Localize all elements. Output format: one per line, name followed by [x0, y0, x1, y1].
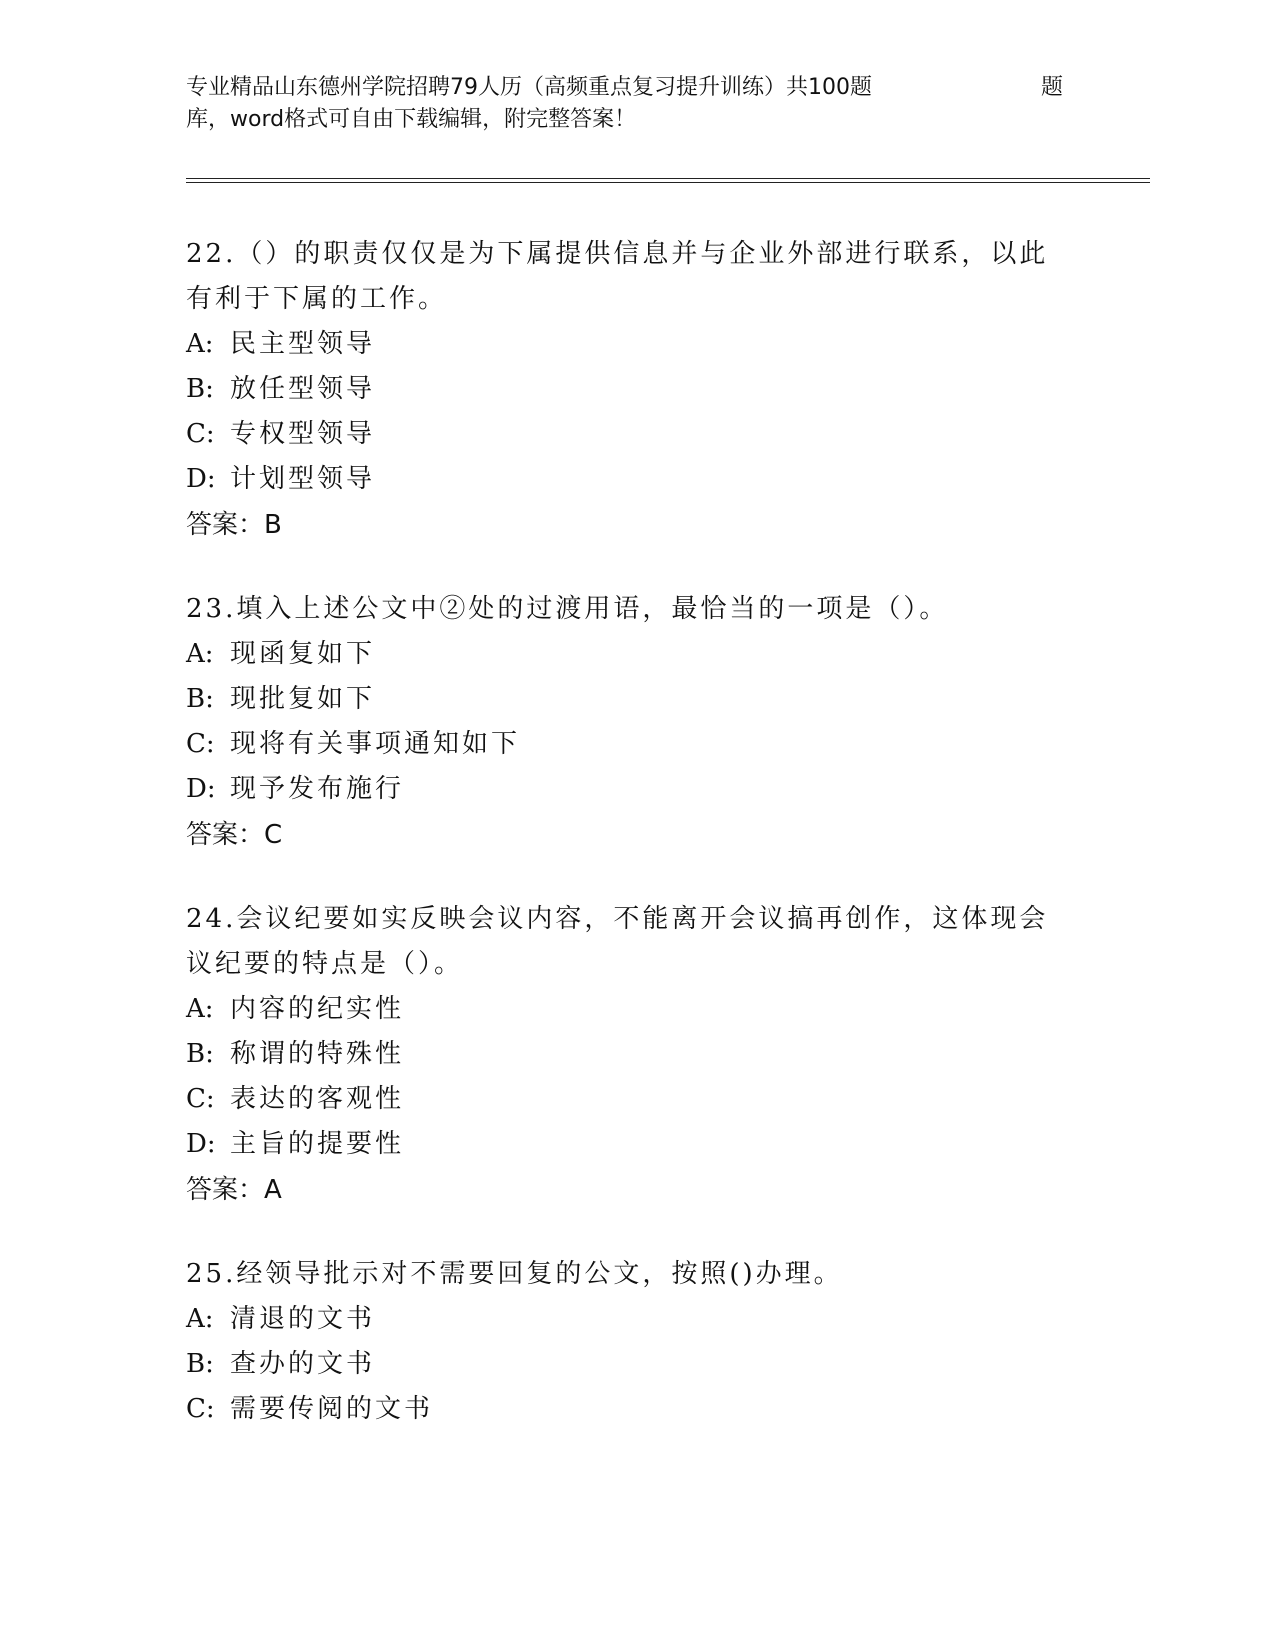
question-text: 24.会议纪要如实反映会议内容，不能离开会议搞再创作，这体现会议纪要的特点是（）。 [186, 904, 1049, 979]
option-row [186, 767, 1066, 812]
header-divider-bottom [186, 182, 1150, 183]
option-key: C: [186, 1394, 215, 1424]
option-key: B: [186, 1039, 214, 1069]
option-key: B: [186, 684, 214, 714]
option-key: C: [186, 1084, 215, 1114]
option-row [186, 457, 1066, 502]
option-key: C: [186, 419, 215, 449]
option-key: D: [186, 774, 216, 804]
question-item [186, 587, 1066, 858]
question-text: 22.（）的职责仅仅是为下属提供信息并与企业外部进行联系，以此有利于下属的工作。 [186, 239, 1049, 314]
option-row [186, 1297, 1066, 1342]
option-text: 民主型领导 [230, 329, 376, 359]
header-title-line [186, 72, 1066, 104]
header-title-text: 专业精品山东德州学院招聘79人历（高频重点复习提升训练）共100题 [186, 75, 872, 100]
option-text: 放任型领导 [230, 374, 376, 404]
option-row [186, 367, 1066, 412]
option-text: 清退的文书 [230, 1304, 376, 1334]
question-item [186, 232, 1066, 548]
option-text: 专权型领导 [230, 419, 376, 449]
question-item [186, 897, 1066, 1213]
option-key: B: [186, 374, 214, 404]
question-text: 23.填入上述公文中②处的过渡用语，最恰当的一项是（）。 [186, 594, 949, 624]
header-title-tail: 题 [1041, 75, 1064, 100]
question-list [186, 232, 1066, 1471]
option-text: 内容的纪实性 [230, 994, 405, 1024]
answer-line: 答案：B [186, 510, 282, 540]
option-row [186, 412, 1066, 457]
question-text: 25.经领导批示对不需要回复的公文，按照()办理。 [186, 1259, 843, 1289]
option-row [186, 1342, 1066, 1387]
answer-line: 答案：C [186, 820, 283, 850]
document-header [186, 72, 1066, 136]
option-row [186, 987, 1066, 1032]
header-subtitle-line: 库，word格式可自由下载编辑，附完整答案！ [186, 107, 637, 132]
option-text: 需要传阅的文书 [230, 1394, 434, 1424]
question-item [186, 1252, 1066, 1432]
answer-line: 答案：A [186, 1175, 282, 1205]
option-row [186, 722, 1066, 767]
option-text: 现函复如下 [230, 639, 376, 669]
option-row [186, 1077, 1066, 1122]
option-text: 表达的客观性 [230, 1084, 405, 1114]
option-row [186, 632, 1066, 677]
option-key: A: [186, 1304, 214, 1334]
option-row [186, 322, 1066, 367]
header-divider-top [186, 178, 1150, 179]
option-text: 查办的文书 [230, 1349, 376, 1379]
option-key: D: [186, 1129, 216, 1159]
option-key: A: [186, 639, 214, 669]
option-row [186, 1122, 1066, 1167]
option-key: A: [186, 329, 214, 359]
option-key: D: [186, 464, 216, 494]
option-key: B: [186, 1349, 214, 1379]
option-text: 称谓的特殊性 [230, 1039, 405, 1069]
option-text: 主旨的提要性 [230, 1129, 405, 1159]
option-text: 现批复如下 [230, 684, 376, 714]
option-row [186, 1387, 1066, 1432]
option-row [186, 677, 1066, 722]
option-row [186, 1032, 1066, 1077]
option-text: 现将有关事项通知如下 [230, 729, 521, 759]
option-text: 计划型领导 [230, 464, 376, 494]
option-key: C: [186, 729, 215, 759]
option-text: 现予发布施行 [230, 774, 405, 804]
option-key: A: [186, 994, 214, 1024]
